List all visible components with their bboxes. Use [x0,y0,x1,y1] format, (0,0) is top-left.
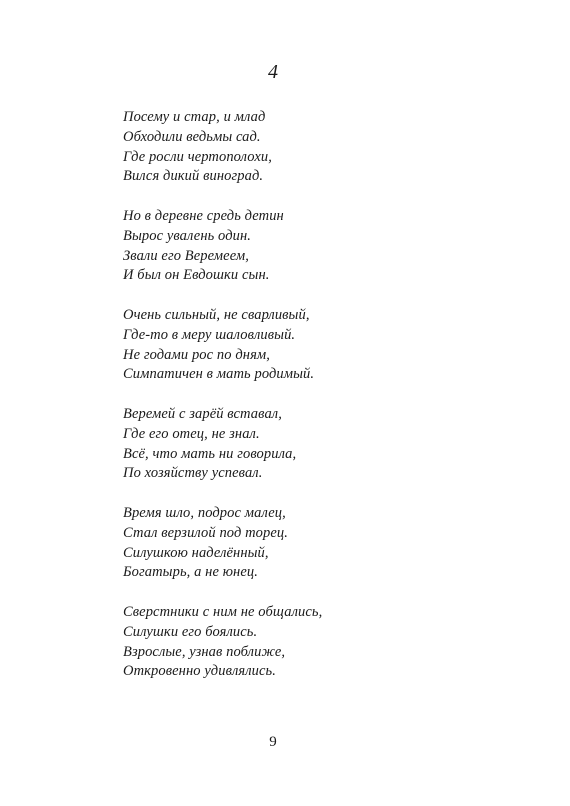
stanza-1 [123,108,322,187]
stanza-6 [123,603,322,682]
stanza-2 [123,207,322,286]
poem-line: Очень сильный, не сварливый, [123,306,310,323]
poem-line: Силушки его боялись. [123,623,258,640]
poem-line: По хозяйству успевал. [123,465,263,482]
poem-line: Где-то в меру шаловливый. [123,326,296,343]
poem-line: Время шло, подрос малец, [123,504,286,521]
poem-line: Посему и стар, и млад [123,109,266,125]
stanza-3 [123,306,322,385]
poem-line: Сверстники с ним не общались, [123,603,323,620]
poem-line: Но в деревне средь детин [123,207,284,224]
stanza-5 [123,504,322,583]
poem-line: Всё, что мать ни говорила, [123,445,297,462]
poem-body [123,108,322,702]
poem-line: Звали его Веремеем, [123,247,249,264]
poem-line: Обходили ведьмы сад. [123,128,261,145]
poem-line: Откровенно удивлялись. [123,663,276,680]
poem-line: Вился дикий виноград. [123,168,264,185]
poem-line: Силушкою наделённый, [123,544,269,561]
stanza-4 [123,405,322,484]
poem-line: Веремей с зарёй вставал, [123,405,282,422]
chapter-number: 4 [268,61,278,83]
poem-line: Взрослые, узнав поближе, [123,643,286,660]
poem-line: Вырос увалень один. [123,227,252,244]
poem-line: Где его отец, не знал. [123,425,260,442]
page-number: 9 [269,734,277,750]
poem-line: И был он Евдошки сын. [123,267,270,284]
poem-line: Стал верзилой под торец. [123,524,288,541]
poem-line: Симпатичен в мать родимый. [123,366,315,383]
poem-line: Где росли чертополохи, [123,148,272,165]
poem-line: Не годами рос по дням, [123,346,270,363]
poem-line: Богатырь, а не юнец. [123,564,258,581]
